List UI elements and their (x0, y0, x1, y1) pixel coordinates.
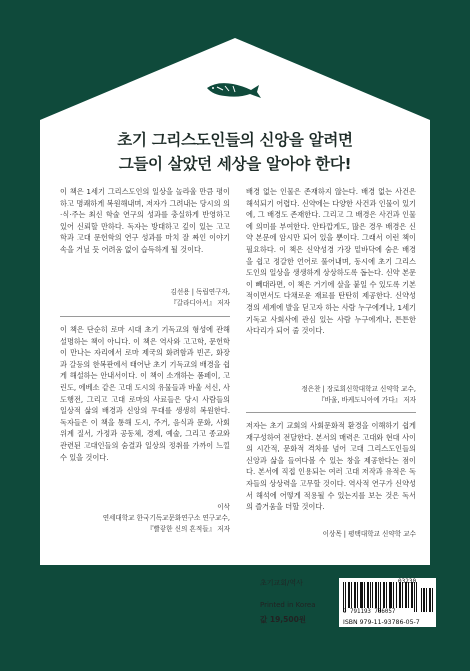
review-1-author: 김선용 | 독립연구자, (170, 288, 230, 296)
review-3-author: 정은찬 | 장로회신학대학교 신약학 교수, (301, 385, 416, 393)
review-1-book: 『갈라디아서』 저자 (170, 299, 230, 307)
category-label: 초기교회/역사 (260, 579, 303, 587)
review-3-book: 『바울, 바케도니아에 가다』 저자 (317, 396, 416, 404)
printed-in-label: Printed in Korea (260, 601, 316, 609)
divider (246, 412, 416, 413)
review-1-attribution (60, 287, 230, 309)
barcode-digits: 9 791193 786057 (343, 609, 396, 615)
review-2-author: 이삭 (217, 503, 230, 511)
review-2-attribution (60, 502, 230, 535)
review-3-attribution (246, 384, 416, 406)
headline-line-2: 그들이 살았던 세상을 알아야 한다! (118, 155, 352, 173)
divider (60, 316, 230, 317)
price-label: 값 19,500원 (260, 615, 307, 624)
review-4-attribution (246, 529, 416, 540)
review-2-body: 이 책은 단순히 로마 시대 초기 기독교의 형성에 관해 설명하는 책이 아니다. 이 책은 역사와 고고학, 문헌학이 만나는 자리에서 로마 제국의 화려함과 빈곤, 화장과 갈등의 한복판에서 태어난 초기 기독교의 배경을 쉽게 해설하는 안내서이다. 이 책이 소개하는 폼페이, 고린도, 에베소 같은 고대 도시의 유물들과 바울 서신, 사도행전, 그리고 고대 로마의 사료들은 당시 사람들의 일상적 삶의 배경과 신앙의 무대를 생생히 복원한다. 독자들은 이 책을 통해 도시, 주거, 음식과 문화, 사회 위계 질서, 가정과 공동체, 경제, 예술, 그리고 종교와 관련된 고대인들의 숨결과 일상의 정취를 가까이 느낄 수 있을 것이다. (60, 325, 230, 462)
review-3-body: 배경 없는 인물은 존재하지 않는다. 배경 없는 사건은 해석되기 어렵다. 신약에는 다양한 사건과 인물이 있기에, 그 배경도 존재한다. 그리고 그 배경은 사건과 인물에 의미를 부여한다. 안타깝게도, 많은 경우 배경은 신약 본문에 암시만 되어 있을 뿐이다. 그래서 이런 책이 필요하다. 이 책은 신약성경 가장 밑바닥에 숨은 배경을 쉽고 정갈한 언어로 풀어내며, 동시에 초기 그리스도인의 일상을 생생하게 상상하도록 돕는다. 신약 본문이 빼대라면, 이 책은 거기에 살을 붙일 수 있도록 기본적이면서도 다채로운 재료를 탄탄히 제공한다. 신약성경의 세계에 발을 딛고자 하는 사람 누구에게나, 1세기 기독교 사회사에 관심 있는 사람 누구에게나, 튼튼한 사다리가 되어 줄 것이다. (246, 187, 416, 336)
barcode-addon-code: 03230 (398, 578, 417, 585)
fish-logo-icon (203, 78, 263, 100)
review-2-book: 『빨갛한 신의 흔적들』 저자 (146, 525, 230, 533)
review-1-body: 이 책은 1세기 그리스도인의 일상을 놀라울 만큼 평이하고 명쾌하게 복원해내며, 저자가 그려내는 당시의 의·식·주는 최신 학술 연구의 성과를 충실하게 반영하고 있어 신뢰할 만하다. 독자는 방대하고 깊이 있는 고고학과 고대 문헌학의 연구 성과를 마치 잘 짜인 이야기 속을 거닐 듯 어려움 없이 습득하게 될 것이다. (60, 187, 230, 254)
price-info (260, 577, 340, 626)
review-2-affiliation: 연세대학교 한국기독교문화연구소 연구교수, (102, 514, 230, 522)
isbn-label: ISBN 979-11-93786-05-7 (343, 619, 420, 626)
headline-line-1: 초기 그리스도인들의 신앙을 알려면 (117, 131, 353, 149)
review-4-author: 이상목 | 평택대학교 신약학 교수 (322, 530, 416, 538)
review-4-body: 저자는 초기 교회의 사회문화적 환경을 이해하기 쉽게 재구성하여 전달한다. 본서의 매력은 고대와 현대 사이의 시간적, 문화적 격차를 넘어 고대 그리스도인들의 신앙과 삶을 들여다볼 수 있는 창을 제공한다는 점이다. 본서에 직접 인용되는 여러 고대 저작과 유적은 독자들의 상상력을 고무할 것이다. 역사적 연구가 신약성서 해석에 어떻게 적용될 수 있는지를 보는 것은 독서의 즐거움을 더할 것이다. (246, 421, 416, 512)
